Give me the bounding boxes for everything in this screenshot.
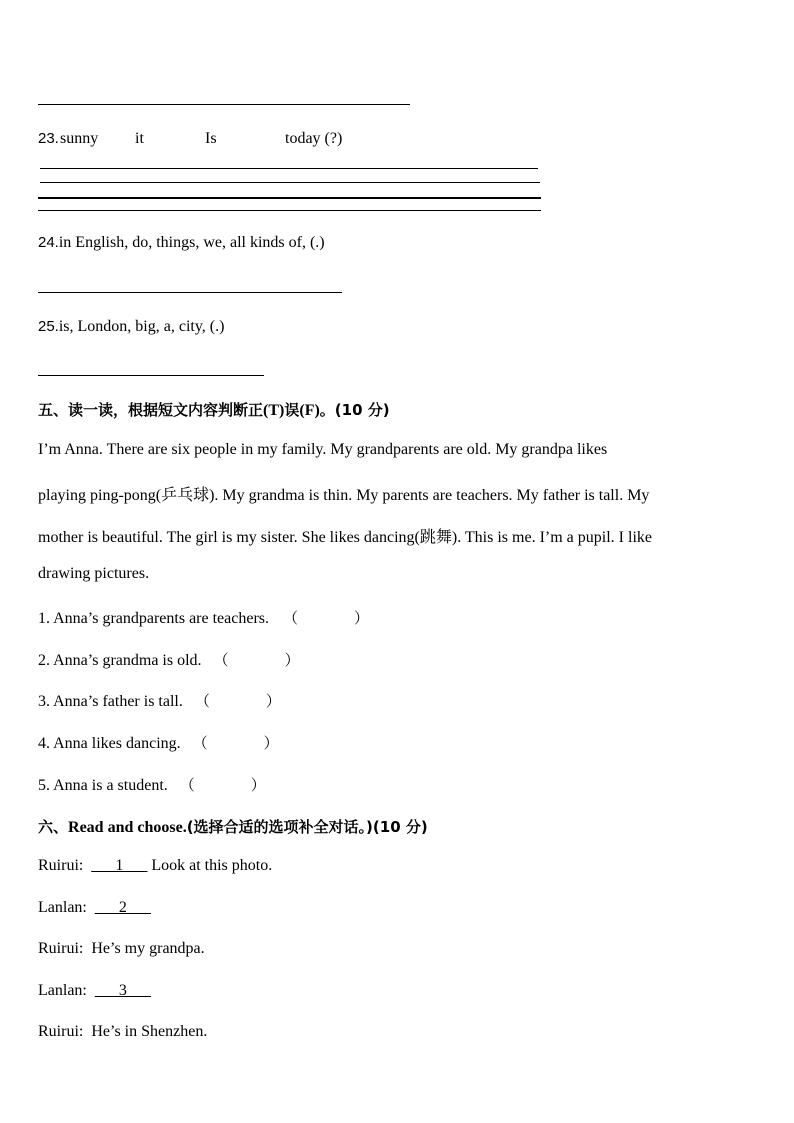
false-label: (F): [299, 402, 320, 419]
dialogue-text: He’s in Shenzhen.: [91, 1023, 208, 1040]
statement-5: [38, 774, 266, 795]
statement-text: 2. Anna’s grandma is old.: [38, 652, 202, 669]
statement-text: 3. Anna’s father is tall.: [38, 693, 183, 710]
heading-text: 五、读一读，根据短文内容判断正: [38, 401, 264, 419]
statement-4: [38, 732, 279, 753]
answer-blank[interactable]: ___1___: [91, 857, 148, 874]
answer-paren[interactable]: （ ）: [192, 734, 279, 752]
passage-line: playing ping-pong(乒乓球). My grandma is thin. My parents are teachers. My father is tall. My: [38, 487, 650, 504]
passage-line: drawing pictures.: [38, 565, 150, 582]
passage-line: I’m Anna. There are six people in my family. My grandparents are old. My grandpa likes: [38, 441, 608, 458]
word: sunny: [60, 130, 99, 147]
question-25: [38, 318, 224, 336]
answer-line-24[interactable]: [38, 292, 342, 293]
wrong-text: 误: [284, 401, 300, 419]
speaker: Lanlan:: [38, 899, 87, 916]
answer-line-25[interactable]: [38, 375, 264, 376]
question-23: [38, 130, 558, 150]
answer-paren[interactable]: （ ）: [194, 692, 281, 710]
question-24: [38, 234, 325, 252]
section-5-heading: [38, 399, 390, 420]
answer-blank[interactable]: ___2___: [94, 899, 151, 916]
question-number: 24.: [38, 234, 59, 251]
section-6-heading: [38, 816, 428, 837]
score: 。(10 分): [319, 401, 390, 419]
dialogue-line: [38, 899, 151, 917]
word: today (?): [285, 130, 343, 147]
answer-line-23[interactable]: [38, 210, 541, 211]
speaker: Ruirui:: [38, 1023, 84, 1040]
question-text: is, London, big, a, city, (.): [58, 318, 225, 335]
dialogue-text: Look at this photo.: [147, 857, 273, 874]
answer-line-23[interactable]: [40, 168, 538, 169]
heading-cn: (选择合适的选项补全对话。): [186, 818, 373, 836]
statement-text: 4. Anna likes dancing.: [38, 735, 181, 752]
question-text: in English, do, things, we, all kinds of, (.): [58, 234, 325, 251]
answer-line-23[interactable]: [40, 182, 540, 183]
speaker: Ruirui:: [38, 940, 84, 957]
speaker: Lanlan:: [38, 982, 87, 999]
statement-1: [38, 607, 369, 628]
word: Is: [205, 130, 217, 147]
answer-paren[interactable]: （ ）: [283, 609, 370, 627]
statement-3: [38, 690, 281, 711]
speaker: Ruirui:: [38, 857, 84, 874]
dialogue-line: [38, 1023, 207, 1041]
answer-blank[interactable]: ___3___: [94, 982, 151, 999]
word: it: [135, 130, 144, 147]
dialogue-line: [38, 940, 205, 958]
dialogue-text: He’s my grandpa.: [91, 940, 205, 957]
heading-en: Read and choose.: [68, 819, 187, 836]
answer-paren[interactable]: （ ）: [179, 776, 266, 794]
statement-text: 1. Anna’s grandparents are teachers.: [38, 610, 270, 627]
question-number: 23.: [38, 130, 59, 147]
heading-prefix: 六、: [38, 818, 69, 836]
answer-line-23[interactable]: [38, 197, 541, 199]
score: (10 分): [372, 818, 428, 836]
answer-line-22[interactable]: [38, 104, 410, 105]
dialogue-line: [38, 982, 151, 1000]
statement-2: [38, 649, 300, 670]
true-label: (T): [263, 402, 285, 419]
question-number: 25.: [38, 318, 59, 335]
passage-line: mother is beautiful. The girl is my sister. She likes dancing(跳舞). This is me. I’m a pupil. I like: [38, 529, 652, 546]
dialogue-line: [38, 857, 272, 875]
answer-paren[interactable]: （ ）: [213, 651, 300, 669]
statement-text: 5. Anna is a student.: [38, 777, 168, 794]
